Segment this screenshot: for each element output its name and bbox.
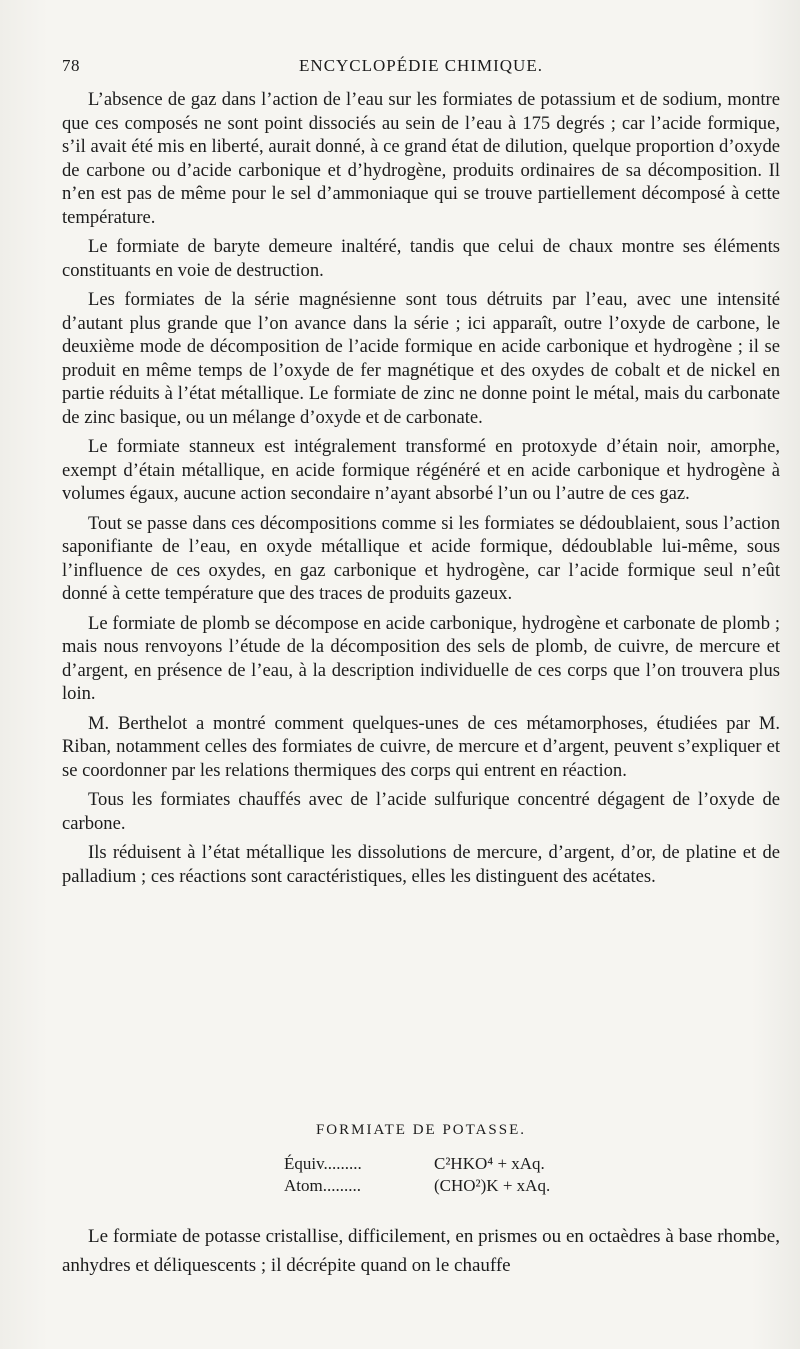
body-text: [62, 88, 780, 894]
section-title: FORMIATE DE POTASSE.: [315, 1122, 527, 1138]
formula-value: C²HKO⁴ + xAq.: [434, 1154, 545, 1173]
formiate-section: [62, 1122, 780, 1197]
paragraph: L’absence de gaz dans l’action de l’eau sur les formiates de potassium et de sodium, montre que ces composés ne sont point dissociés au sein de l’eau à 175 degrés ; car l’acide formique, s’il avait été mis en liberté, aurait donné, à ce grand état de dilution, quelque proportion d’oxyde de carbone ou d’acide carbonique et d’hydrogène, produits ordinaires de sa décomposition. Il n’en est pas de même pour le sel d’ammoniaque qui se trouve partiellement décomposé à cette température.: [62, 89, 780, 228]
paragraph: Le formiate stanneux est intégralement transformé en protoxyde d’étain noir, amorphe, exempt d’étain métallique, en acide formique régénéré et en acide carbonique et hydrogène à volumes égaux, aucune action secondaire n’ayant absorbé l’un ou l’autre de ces gaz.: [62, 436, 780, 504]
formula-value: (CHO²)K + xAq.: [434, 1176, 551, 1195]
page-header: [62, 56, 780, 80]
formula-row: [284, 1175, 780, 1197]
paragraph: M. Berthelot a montré comment quelques-unes de ces métamorphoses, étudiées par M. Riban, notamment celles des formiates de cuivre, de mercure et d’argent, peuvent s’expliquer et se coordonner par les relations thermiques des corps qui entrent en réaction.: [62, 712, 780, 781]
formula-label: Atom.........: [284, 1176, 361, 1195]
paragraph: Tout se passe dans ces décompositions comme si les formiates se dédoublaient, sous l’action saponifiante de l’eau, en oxyde métallique et acide formique, dédoublable lui-même, sous l’influence de ces oxydes, en gaz carbonique et hydrogène, car l’acide formique seul n’eût donné à cette température que des traces de produits gazeux.: [62, 512, 780, 604]
paragraph: Ils réduisent à l’état métallique les dissolutions de mercure, d’argent, d’or, de platine et de palladium ; ces réactions sont caractéristiques, elles les distinguent des acétates.: [62, 842, 780, 887]
paragraph: Tous les formiates chauffés avec de l’acide sulfurique concentré dégagent de l’oxyde de carbone.: [62, 789, 780, 834]
formula-block: [284, 1153, 780, 1197]
page-number: 78: [62, 56, 80, 75]
formula-row: [284, 1153, 780, 1175]
section-body: [62, 1222, 780, 1286]
running-title: ENCYCLOPÉDIE CHIMIQUE.: [299, 56, 543, 75]
paragraph: Le formiate de baryte demeure inaltéré, tandis que celui de chaux montre ses éléments constituants en voie de destruction.: [62, 236, 780, 281]
formula-label: Équiv.........: [284, 1154, 362, 1173]
paragraph: Les formiates de la série magnésienne sont tous détruits par l’eau, avec une intensité d’autant plus grande que l’on avance dans la série ; ici apparaît, outre l’oxyde de carbone, le deuxième mode de décomposition de l’acide formique en acide carbonique et hydrogène ; il se produit en même temps de l’oxyde de fer magnétique et des oxydes de cobalt et de nickel en partie réduits à l’état métallique. Le formiate de zinc ne donne point le métal, mais du carbonate de zinc basique, ou un mélange d’oxyde et de carbonate.: [62, 289, 780, 428]
paragraph: Le formiate de plomb se décompose en acide carbonique, hydrogène et carbonate de plomb ; mais nous renvoyons l’étude de la décomposition des sels de plomb, de cuivre, de mercure et d’argent, en présence de l’eau, à la description individuelle de ces corps que l’on trouvera plus loin.: [62, 612, 780, 704]
paragraph: Le formiate de potasse cristallise, difficilement, en prismes ou en octaèdres à base rhombe, anhydres et déliquescents ; il décrépite quand on le chauffe: [62, 1226, 780, 1276]
